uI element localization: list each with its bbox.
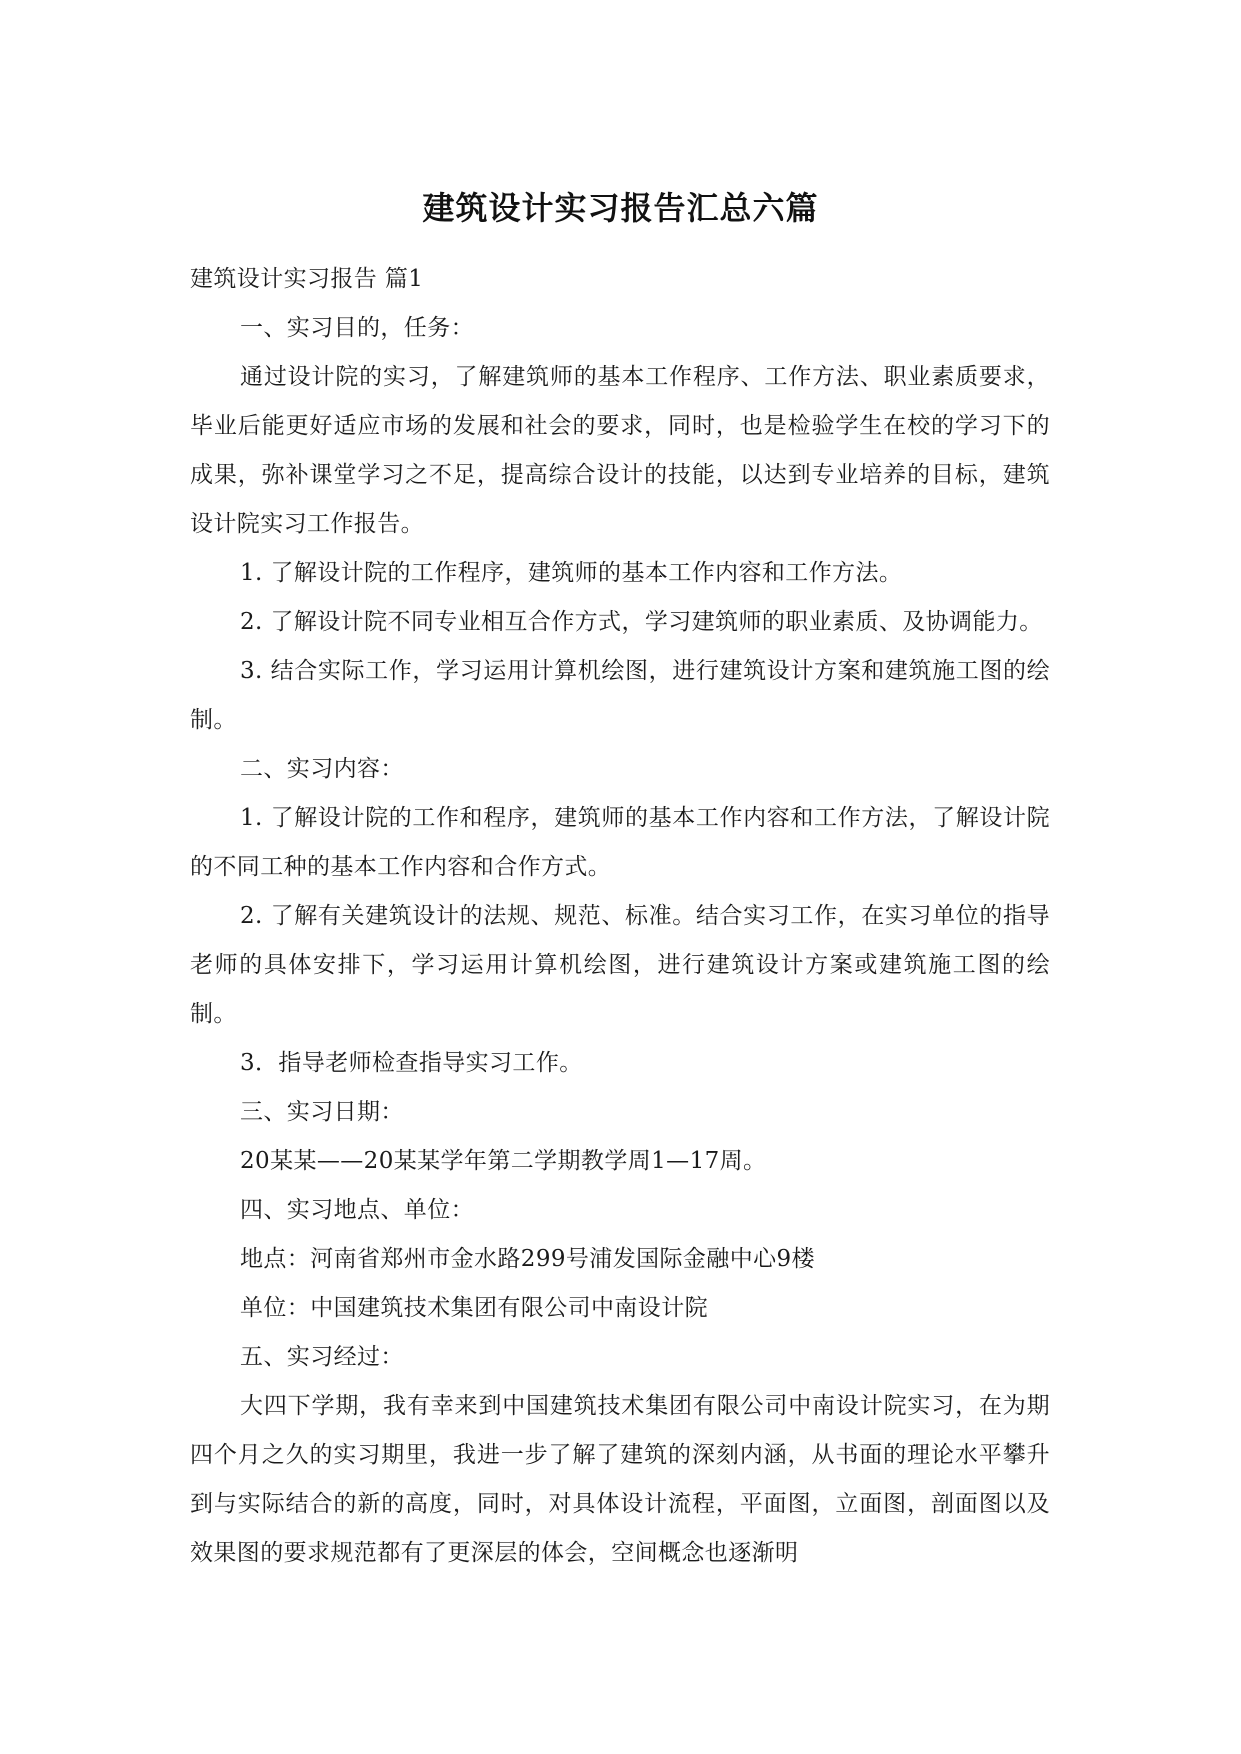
document-title: 建筑设计实习报告汇总六篇 (422, 189, 819, 227)
section-heading: 建筑设计实习报告 篇1 (190, 266, 424, 292)
paragraph: 一、实习目的，任务： (240, 315, 474, 341)
paragraph: 1. 了解设计院的工作程序，建筑师的基本工作内容和工作方法。 (240, 560, 903, 586)
paragraph: 四、实习地点、单位： (240, 1197, 474, 1223)
paragraph: 3. 结合实际工作，学习运用计算机绘图，进行建筑设计方案和建筑施工图的绘制。 (190, 658, 1050, 733)
paragraph: 单位：中国建筑技术集团有限公司中南设计院 (240, 1295, 708, 1321)
paragraph: 通过设计院的实习，了解建筑师的基本工作程序、工作方法、职业素质要求，毕业后能更好适应市场的发展和社会的要求，同时，也是检验学生在校的学习下的成果，弥补课堂学习之不足，提高综合设计的技能，以达到专业培养的目标，建筑设计院实习工作报告。 (190, 364, 1050, 537)
paragraph: 地点：河南省郑州市金水路299号浦发国际金融中心9楼 (240, 1246, 815, 1272)
paragraph: 1. 了解设计院的工作和程序，建筑师的基本工作内容和工作方法，了解设计院的不同工种的基本工作内容和合作方式。 (190, 805, 1050, 880)
paragraph: 20某某——20某某学年第二学期教学周1—17周。 (240, 1148, 767, 1174)
document-body (190, 255, 1050, 1578)
paragraph: 3．指导老师检查指导实习工作。 (240, 1050, 583, 1076)
paragraph: 五、实习经过： (240, 1344, 404, 1370)
paragraph: 2. 了解有关建筑设计的法规、规范、标准。结合实习工作，在实习单位的指导老师的具体安排下，学习运用计算机绘图，进行建筑设计方案或建筑施工图的绘制。 (190, 903, 1050, 1027)
paragraph: 三、实习日期： (240, 1099, 404, 1125)
paragraph: 2. 了解设计院不同专业相互合作方式，学习建筑师的职业素质、及协调能力。 (240, 609, 1043, 635)
paragraph: 二、实习内容： (240, 756, 404, 782)
paragraph: 大四下学期，我有幸来到中国建筑技术集团有限公司中南设计院实习，在为期四个月之久的实习期里，我进一步了解了建筑的深刻内涵，从书面的理论水平攀升到与实际结合的新的高度，同时，对具体设计流程，平面图，立面图，剖面图以及效果图的要求规范都有了更深层的体会，空间概念也逐渐明 (190, 1393, 1050, 1566)
